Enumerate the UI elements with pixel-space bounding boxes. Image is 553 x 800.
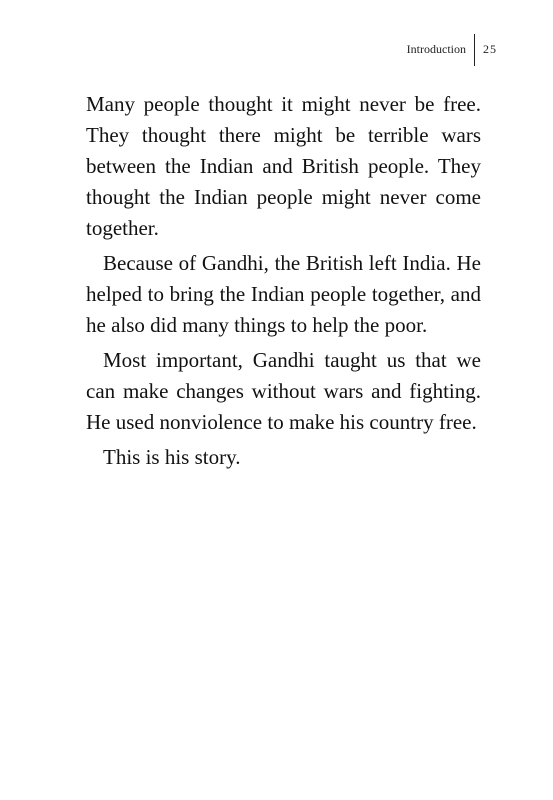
paragraph: Most important, Gandhi taught us that we can make changes without wars and fighting. He used nonviolence to make his country free. xyxy=(86,348,481,434)
paragraph: Many people thought it might never be free. They thought there might be terrible wars between the Indian and British people. They thought the Indian people might never come together. xyxy=(86,92,481,240)
page-number: 25 xyxy=(483,42,497,56)
running-head xyxy=(407,34,497,66)
paragraph: This is his story. xyxy=(103,445,241,469)
section-title: Introduction xyxy=(406,42,466,56)
paragraph: Because of Gandhi, the British left India. He helped to bring the Indian people together, and he also did many things to help the poor. xyxy=(86,251,481,337)
body-text xyxy=(86,89,481,477)
